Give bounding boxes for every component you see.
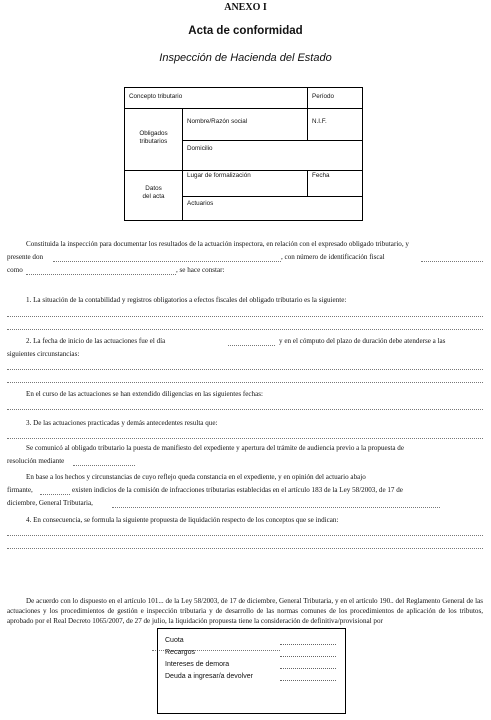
section-2-line-1[interactable]: [7, 369, 483, 370]
base-hechos-text: En base a los hechos y circunstancias de cuyo reflejo queda constancia en el expediente, y en opinión del actuario abajo: [26, 473, 366, 481]
section-4-line-1[interactable]: [7, 535, 483, 536]
fecha-label: Fecha: [312, 172, 330, 179]
deuda-fill-line[interactable]: [280, 680, 336, 681]
intro-presente: presente don: [7, 253, 44, 261]
section-2-text-end: siguientes circunstancias:: [7, 350, 80, 358]
nif-label: N.I.F.: [312, 118, 327, 125]
intereses-fill-line[interactable]: [280, 668, 336, 669]
intereses-label: Intereses de demora: [165, 661, 230, 668]
domicilio-label: Domicilio: [187, 145, 213, 152]
fecha-inicio-fill-line[interactable]: [228, 345, 275, 346]
firmante-text: firmante,: [7, 486, 33, 494]
resolucion-fill-line[interactable]: [73, 465, 135, 466]
totals-box: [157, 628, 346, 714]
totals-row: [165, 649, 339, 659]
cuota-fill-line[interactable]: [280, 644, 336, 645]
section-2-text-cont: y en el cómputo del plazo de duración debe atenderse a las: [279, 337, 446, 345]
recargos-label: Recargos: [165, 649, 195, 656]
cuota-label: Cuota: [165, 637, 184, 644]
section-4-line-2[interactable]: [7, 548, 483, 549]
ley-general-fill-line[interactable]: [112, 507, 440, 508]
totals-row: [165, 637, 339, 647]
presente-fill-line[interactable]: [53, 261, 281, 262]
lugar-label: Lugar de formalización: [187, 172, 251, 179]
nombre-label: Nombre/Razón social: [187, 118, 248, 125]
intro-como: como: [7, 266, 23, 274]
totals-row: [165, 673, 339, 683]
actuarios-label: Actuarios: [187, 200, 214, 207]
deuda-label: Deuda a ingresar/a devolver: [165, 673, 253, 680]
diligencias-line[interactable]: [7, 409, 483, 410]
obligados-label-1: Obligados: [139, 130, 168, 137]
periodo-label: Período: [312, 93, 335, 100]
infracciones-text: existen indicios de la comisión de infracciones tributarias establecidas en el artículo 183 de la Ley 58/2003, de 17 de: [72, 486, 403, 494]
document-subtitle: Inspección de Hacienda del Estado: [159, 52, 332, 64]
obligados-label-2: tributarios: [139, 138, 168, 145]
firmante-fill-line[interactable]: [40, 494, 70, 495]
document-title: Acta de conformidad: [188, 25, 303, 37]
final-paragraph: De acuerdo con lo dispuesto en el artículo 101... de la Ley 58/2003, de 17 de diciembre, General Tributaria, y en el artículo 190.. del Reglamento General de las actuaciones y los procedimientos de gestión e inspección tributaria y de desarrollo de las normas comunes de los procedimientos de aplicación de los tributos, aprobado por el Real Decreto 1065/2007, de 27 de julio, la liquidación propuesta tiene la consideración de definitiva/provisional por: [7, 597, 483, 625]
section-2-text: 2. La fecha de inicio de las actuaciones fue el día: [26, 337, 166, 345]
section-3-text: 3. De las actuaciones practicadas y demás antecedentes resulta que:: [26, 419, 218, 427]
totals-row: [165, 661, 339, 671]
intro-line-1: Constituida la inspección para documentar los resultados de la actuación inspectora, en relación con el expresado obligado tributario, y: [26, 240, 409, 248]
resolucion-text: resolución mediante: [7, 457, 65, 465]
concepto-tributario-label: Concepto tributario: [129, 93, 183, 100]
nif-fill-line[interactable]: [421, 261, 483, 262]
section-3-line[interactable]: [7, 438, 483, 439]
annex-heading: ANEXO I: [224, 2, 267, 13]
datos-label-2: del acta: [142, 193, 165, 200]
como-fill-line[interactable]: [26, 274, 176, 275]
ley-general-text: diciembre, General Tributaria,: [7, 499, 93, 507]
tax-info-table: [124, 87, 363, 221]
section-1-text: 1. La situación de la contabilidad y registros obligatorios a efectos fiscales del obligado tributario es la siguiente:: [26, 296, 347, 304]
section-2-line-2[interactable]: [7, 382, 483, 383]
section-1-line-2[interactable]: [7, 329, 483, 330]
datos-label-1: Datos: [145, 185, 162, 192]
section-1-line-1[interactable]: [7, 316, 483, 317]
intro-nif: , con número de identificación fiscal: [281, 253, 385, 261]
intro-se-hace-constar: , se hace constar:: [176, 266, 225, 274]
diligencias-text: En el curso de las actuaciones se han extendido diligencias en las siguientes fechas:: [26, 390, 263, 398]
section-4-text: 4. En consecuencia, se formula la siguiente propuesta de liquidación respecto de los conceptos que se indican:: [26, 516, 339, 524]
recargos-fill-line[interactable]: [280, 656, 336, 657]
comunicacion-text: Se comunicó al obligado tributario la puesta de manifiesto del expediente y apertura del trámite de audiencia previo a la propuesta de: [26, 444, 404, 452]
